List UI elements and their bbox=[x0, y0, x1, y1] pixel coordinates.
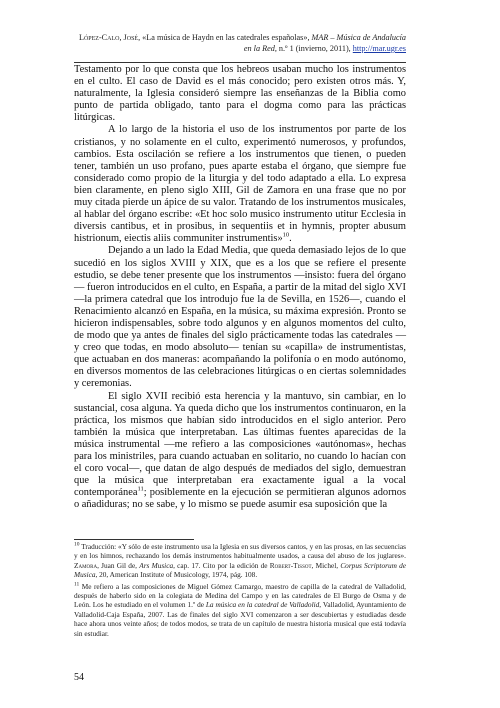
footnote-10-text-d: , Michel, bbox=[311, 560, 341, 570]
footnote-10-author: Zamora bbox=[74, 560, 98, 570]
footnote-10-text-c: , cap. 17. Cito por la edición de bbox=[173, 560, 270, 570]
footnote-11-text: Me refiero a las composiciones de Miguel Gómez Camargo, maestro de capilla de la catedral de Valladolid, después de haberlo sido en la colegiata de Medina del Campo y en las catedrales de El Burgo de Osma y de León. Los he estudiado en el volumen 1.º de bbox=[74, 581, 406, 610]
footnote-number-10: 10 bbox=[74, 541, 80, 548]
footnotes bbox=[74, 542, 406, 640]
footnote-11 bbox=[74, 582, 406, 638]
paragraph-4 bbox=[74, 391, 406, 512]
body-text bbox=[74, 64, 406, 511]
running-header bbox=[74, 32, 406, 54]
footnote-rule bbox=[74, 539, 194, 540]
footnote-10-series: Corpus Scriptorum de Musica bbox=[74, 560, 406, 580]
footnote-10-text: Traducción: «Y sólo de este instrumento usa la Iglesia en sus diversos cantos, y en las prosas, en las secuencias y en los himnos, rechazando los demás instrumentos habitualmente usados, a causa del abuso de los juglares». bbox=[74, 542, 406, 561]
paragraph-2 bbox=[74, 124, 406, 245]
paragraph-3: Dejando a un lado la Edad Media, que queda demasiado lejos de lo que sucedió en los siglos XVIII y XIX, que es a los que se refiere el presente estudio, se debe tener presente que los instrumentos —insisto: fuera del órgano— fueron introducidos en el culto, en España, a partir de la mitad del siglo XVI—la primera catedral que los introdujo fue la de Sevilla, en 1526—, cuando el Renacimiento alcanzó en España, en la música, su máxima expresión. Pronto se hicieron indispensables, sobre todo algunos y en algunos momentos del culto, de modo que ya antes de finales del siglo prácticamente todas las catedrales —y creo que todas, en modo absoluto— tenían su «capilla» de instrumentistas, que actuaban en dos maneras: acompañando la polifonía o en modo autónomo, en diversos momentos de las celebraciones litúrgicas o en ciertas solemnidades y ceremonias. bbox=[74, 245, 406, 390]
footnote-10-text-e: , 20, American Institute of Musicology, 1974, pág. 108. bbox=[95, 570, 258, 580]
footnote-11-work: La música en la catedral de Valladolid bbox=[205, 600, 320, 610]
paragraph-4-continued: ; posiblemente en la ejecución se permitieran algunos adornos o añadiduras; no se sabe, y lo mismo se puede asumir esa suposición que la bbox=[74, 487, 406, 511]
header-journal: MAR – Música de Andalucía en la Red bbox=[243, 33, 406, 53]
header-title: , «La música de Haydn en las catedrales españolas», bbox=[138, 33, 310, 42]
header-rule bbox=[74, 62, 406, 63]
header-issue: , n.º 1 (invierno, 2011), bbox=[274, 44, 351, 53]
footnote-10 bbox=[74, 542, 406, 580]
header-url-link[interactable]: http://mar.ugr.es bbox=[352, 44, 406, 53]
paragraph-2-end: . bbox=[289, 233, 292, 245]
page-number: 54 bbox=[74, 672, 84, 683]
paragraph-4-text: El siglo XVII recibió esta herencia y la mantuvo, sin cambiar, en lo sustancial, cosa alguna. Ya queda dicho que los instrumentos continuaron, en la práctica, los mismos que habían sido introducidos en el siglo anterior. Pero también la música que interpretaban. Las últimas fuentes aparecidas de la música instrumental —me refiero a las composiciones «autónomas», hechas para los ministriles, para cuando actuaban en solitario, no cuando lo hacían con el coro vocal—, que datan de algo después de mediados del siglo, demuestran que la música que interpretaban era exactamente igual a la vocal contemporánea bbox=[74, 390, 406, 499]
paragraph-2-text: A lo largo de la historia el uso de los instrumentos por parte de los cristianos, y no solamente en el culto, experimentó numerosos, y profundos, cambios. Esta oscilación se refiere a los instrumentos que tienen, o pueden tener, también un uso profano, pues aparte estaba el órgano, que siempre fue considerado como propio de la liturgia y del todo adaptado a ella. Lo expresa bien claramente, en pleno siglo XIII, Gil de Zamora en una frase que no por muy citada pierde un ápice de su valor. Tratando de los instrumentos musicales, al hablar del órgano escribe: «Et hoc solo musico instrumento utitur Ecclesia in diversis cantibus, et in prosibus, in sequentiis et in hymnis, propter abusum histrionum, eiectis aliis communiter instrumentis» bbox=[74, 124, 406, 245]
footnote-10-text-b: , Juan Gil de, bbox=[97, 560, 140, 570]
footnote-10-editor: Robert-Tissot bbox=[269, 560, 312, 570]
footnote-ref-10[interactable]: 10 bbox=[282, 231, 290, 239]
footnote-11-text-b: , Valladolid, Ayuntamiento de Valladolid-Caja España, 2007. Las de finales del siglo XVI comenzaron a ser descubiertas y estudiadas desde hace ahora unos veinte años; de todos modos, se trata de un capítulo de nuestra historia musical que está todavía sin estudiar. bbox=[74, 600, 407, 638]
footnote-10-work: Ars Musica bbox=[139, 560, 174, 570]
header-author: López-Calo, José bbox=[78, 33, 139, 42]
paragraph-1: Testamento por lo que consta que los hebreos usaban mucho los instrumentos en el culto. El caso de David es el más conocido; pero existen otros más. Y, naturalmente, la Iglesia consideró siempre las enseñanzas de la Biblia como punto de partida obligado, tanto para el dogma como para las prácticas litúrgicas. bbox=[74, 64, 406, 124]
footnote-ref-11[interactable]: 11 bbox=[137, 485, 144, 493]
footnote-number-11: 11 bbox=[74, 581, 80, 588]
